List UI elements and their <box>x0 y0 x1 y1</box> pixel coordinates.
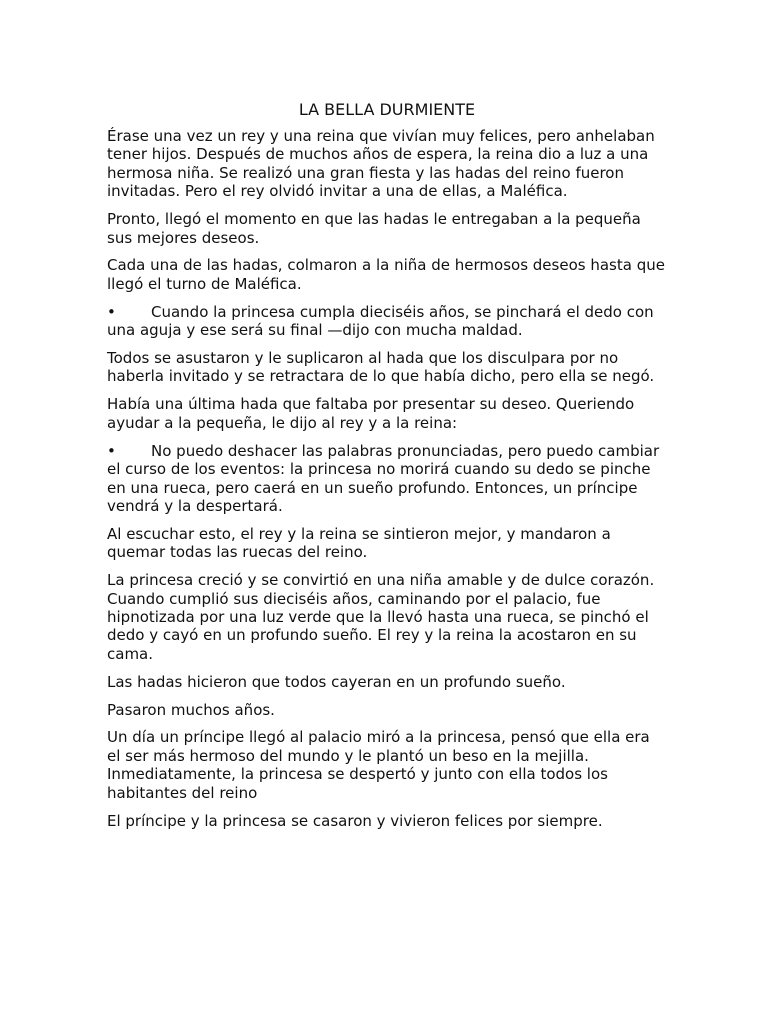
paragraph: Pasaron muchos años. <box>107 700 275 719</box>
bullet-marker: • <box>107 441 116 460</box>
paragraph: El príncipe y la princesa se casaron y vivieron felices por siempre. <box>107 811 603 830</box>
bullet-paragraph <box>107 303 667 340</box>
bullet-text: No puedo deshacer las palabras pronunciadas, pero puedo cambiar el curso de los eventos: la princesa no morirá cuando su dedo se pinche en una rueca, pero caerá en un sueño profundo. Entonces, un príncipe vendrá y la despertará. <box>107 441 660 515</box>
paragraph: Al escuchar esto, el rey y la reina se sintieron mejor, y mandaron a quemar todas las ruecas del reino. <box>107 524 611 562</box>
paragraph: Todos se asustaron y le suplicaron al hada que los disculpara por no haberla invitado y se retractara de lo que había dicho, pero ella se negó. <box>107 349 655 386</box>
bullet-paragraph <box>107 442 667 516</box>
paragraph: Un día un príncipe llegó al palacio miró a la princesa, pensó que ella era el ser más hermoso del mundo y le plantó un beso en la mejilla. Inmediatamente, la princesa se despertó y junto con ella todos los habitantes del reino <box>107 728 650 802</box>
document-body <box>107 127 667 830</box>
bullet-text: Cuando la princesa cumpla dieciséis años, se pinchará el dedo con una aguja y ese será su final —dijo con mucha maldad. <box>107 302 654 340</box>
paragraph: La princesa creció y se convirtió en una niña amable y de dulce corazón. Cuando cumplió sus dieciséis años, caminando por el palacio, fue hipnotizada por una luz verde que la llevó hasta una rueca, se pinchó el dedo y cayó en un profundo sueño. El rey y la reina la acostaron en su cama. <box>107 571 655 663</box>
paragraph: Cada una de las hadas, colmaron a la niña de hermosos deseos hasta que llegó el turno de Maléfica. <box>107 256 665 293</box>
bullet-marker: • <box>107 302 116 321</box>
document-page <box>107 100 667 840</box>
paragraph: Las hadas hicieron que todos cayeran en un profundo sueño. <box>107 672 566 691</box>
paragraph: Pronto, llegó el momento en que las hadas le entregaban a la pequeña sus mejores deseos. <box>107 210 641 247</box>
paragraph: Érase una vez un rey y una reina que vivían muy felices, pero anhelaban tener hijos. Después de muchos años de espera, la reina dio a luz a una hermosa niña. Se realizó una gran fiesta y las hadas del reino fueron invitadas. Pero el rey olvidó invitar a una de ellas, a Maléfica. <box>107 127 655 201</box>
paragraph: Había una última hada que faltaba por presentar su deseo. Queriendo ayudar a la pequeña, le dijo al rey y a la reina: <box>107 395 635 432</box>
document-title: LA BELLA DURMIENTE <box>298 100 476 119</box>
